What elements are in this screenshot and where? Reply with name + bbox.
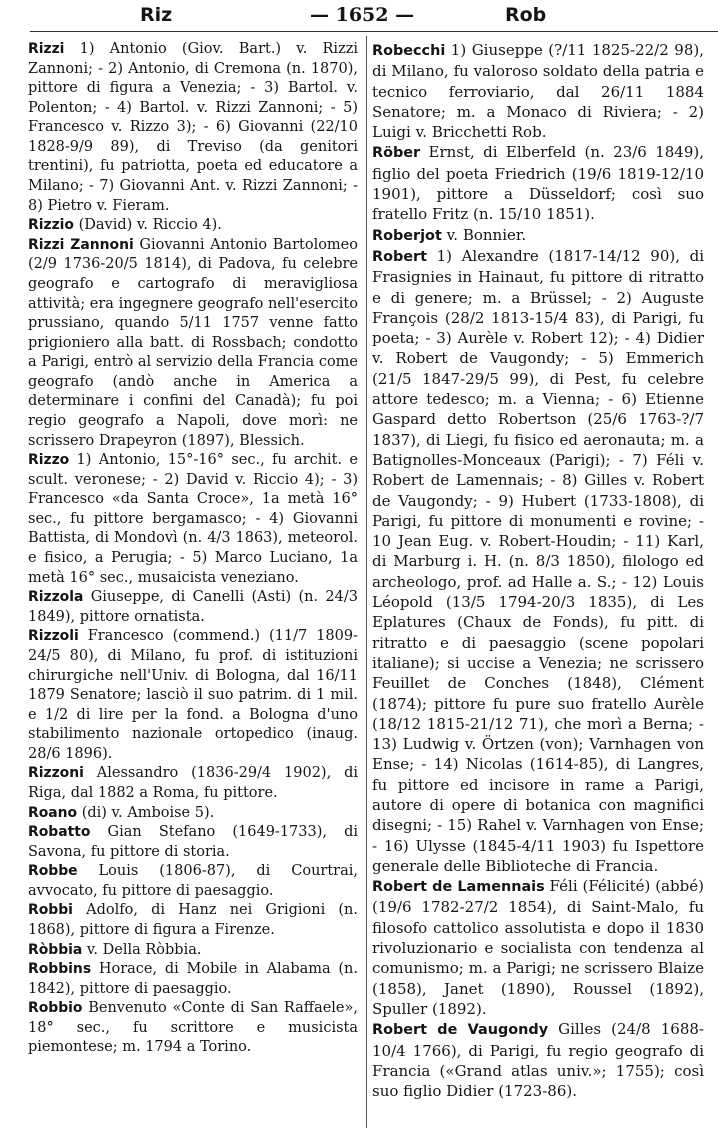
- entry-headword: Robert de Vaugondy: [372, 1022, 549, 1039]
- dictionary-entry: [372, 225, 704, 246]
- entry-headword: Rizzi: [28, 41, 65, 57]
- entry-text: Alessandro (1836-29/4 1902), di Riga, dal 1882 a Roma, fu pittore.: [28, 765, 358, 801]
- entry-text: Adolfo, di Hanz nei Grigioni (n. 1868), pittore di figura a Firenze.: [28, 902, 358, 939]
- entry-headword: Roano: [28, 804, 78, 821]
- entry-headword: Rizzoli: [28, 628, 79, 645]
- dictionary-entry: [28, 804, 358, 824]
- dictionary-entry: [28, 236, 358, 451]
- entry-text: Louis (1806-87), di Courtrai, avvocato, fu pittore di paesaggio.: [28, 863, 358, 899]
- dictionary-entry: [28, 862, 358, 901]
- dictionary-entry: [28, 588, 358, 627]
- dictionary-entry: [28, 764, 358, 803]
- entry-text: 1) Giuseppe (?/11 1825-22/2 98), di Milano, fu valoroso soldato della patria e tecnico ferroviario, dal 26/11 1884 Senatore; m. a Monaco di Riviera; - 2) Luigi v. Bricchetti Rob.: [372, 41, 704, 142]
- dictionary-entry: [28, 40, 358, 216]
- entry-text: Horace, di Mobile in Alabama (n. 1842), pittore di paesaggio.: [28, 961, 358, 997]
- entry-text: Féli (Félicité) (abbé) (19/6 1782-27/2 1854), di Saint-Malo, fu filosofo cattolico assolutista e dopo il 1830 rivoluzionario e socialista con tendenza al comunismo; m. a Parigi; ne scrissero Blaize (1858), Janet (1890), Roussel (1892), Spuller (1892).: [372, 877, 704, 1018]
- entry-text: 1) Antonio (Giov. Bart.) v. Rizzi Zannoni; - 2) Antonio, di Cremona (n. 1870), pittore di figura a Venezia; - 3) Bartol. v. Polenton; - 4) Bartol. v. Rizzi Zannoni; - 5) Francesco v. Rizzo 3); - 6) Giovanni (22/10 1828-9/9 89), di Treviso (da genitori trentini), fu patriotta, poeta ed educatore a Milano; - 7) Giovanni Ant. v. Rizzi Zannoni; - 8) Pietro v. Fieram.: [28, 41, 358, 214]
- entry-text: Giovanni Antonio Bartolomeo (2/9 1736-20/5 1814), di Padova, fu celebre geografo e cartografo di meravigliosa attività; era ingegnere geografo nell'esercito prussiano, quando 5/11 1757 venne fatto prigioniero alla batt. di Rossbach; condotto a Parigi, entrò al servizio della Francia come geografo (andò anche in America a determinare i confini del Canadà); fu poi regio geografo a Napoli, dove morì: ne scrissero Drapeyron (1897), Blessich.: [28, 236, 358, 449]
- dictionary-entry: [28, 960, 358, 999]
- dictionary-entry: [28, 451, 358, 588]
- entry-headword: Robbe: [28, 863, 78, 880]
- column-divider: [366, 36, 367, 1128]
- entry-text: (David) v. Riccio 4).: [73, 217, 222, 234]
- dictionary-entry: [372, 142, 704, 224]
- entry-text: 1) Antonio, 15°-16° sec., fu archit. e scult. veronese; - 2) David v. Riccio 4); - 3) Francesco «da Santa Croce», 1a metà 16° sec., fu pittore bergamasco; - 4) Giovanni Battista, di Mondovì (n. 4/3 1863), meteorol. e fisico, a Perugia; - 5) Marco Luciano, 1a metà 16° sec., musaicista veneziano.: [28, 452, 358, 586]
- entry-headword: Rizzola: [28, 589, 84, 606]
- entry-headword: Robatto: [28, 824, 91, 841]
- entry-headword: Rizzio: [28, 217, 74, 234]
- entry-text: v. Della Ròbbia.: [82, 941, 202, 958]
- dictionary-entry: [372, 876, 704, 1019]
- dictionary-entry: [28, 941, 358, 961]
- entry-headword: Robecchi: [372, 43, 446, 59]
- entry-text: (di) v. Amboise 5).: [77, 804, 215, 821]
- dictionary-entry: [28, 999, 358, 1058]
- entry-text: Ernst, di Elberfeld (n. 23/6 1849), figlio del poeta Friedrich (19/6 1819-12/10 1901), pittore a Düsseldorf; così suo fratello Fritz (n. 15/10 1851).: [372, 143, 704, 224]
- entry-headword: Robbins: [28, 961, 92, 978]
- dictionary-entry: [372, 40, 704, 142]
- dictionary-entry: [28, 823, 358, 862]
- entry-headword: Robbio: [28, 1000, 83, 1017]
- entry-headword: Robert de Lamennais: [372, 879, 545, 896]
- entry-headword: Rizzo: [28, 452, 70, 469]
- entry-text: Francesco (commend.) (11/7 1809-24/5 80), di Milano, fu prof. di istituzioni chirurgiche nell'Univ. di Bologna, dal 16/11 1879 Senatore; lasciò il suo patrim. di 1 mil. e 1/2 di lire per la fond. a Bologna d'uno stabilimento nazionale ortopedico (inaug. 28/6 1896).: [28, 628, 358, 762]
- header-rule: [30, 31, 718, 32]
- entry-text: Benvenuto «Conte di San Raffaele», 18° sec., fu scrittore e musicista piemontese; m. 1794 a Torino.: [28, 1000, 358, 1056]
- dictionary-entry: [28, 901, 358, 940]
- dictionary-entry: [28, 216, 358, 236]
- entry-text: v. Bonnier.: [441, 225, 527, 244]
- dictionary-entry: [372, 246, 704, 876]
- entry-headword: Ròbbia: [28, 941, 83, 958]
- header-left-guideword: Riz: [140, 4, 173, 26]
- right-column: [372, 40, 704, 1101]
- entry-headword: Rizzoni: [28, 765, 84, 782]
- header-right-guideword: Rob: [505, 4, 547, 26]
- entry-text: Gilles (24/8 1688-10/4 1766), di Parigi, fu regio geografo di Francia («Grand atlas univ.»; 1755); così suo figlio Didier (1723-86).: [372, 1020, 704, 1101]
- entry-headword: Robbi: [28, 902, 73, 919]
- entry-headword: Rizzi Zannoni: [28, 236, 134, 253]
- entry-headword: Robert: [372, 248, 428, 265]
- dictionary-entry: [372, 1019, 704, 1101]
- dictionary-entry: [28, 627, 358, 764]
- page-number: — 1652 —: [310, 4, 415, 26]
- entry-text: Gian Stefano (1649-1733), di Savona, fu pittore di storia.: [28, 824, 358, 860]
- entry-text: 1) Alexandre (1817-14/12 90), di Frasignies in Hainaut, fu pittore di ritratto e di genere; m. a Brüssel; - 2) Auguste François (28/2 1813-15/4 83), di Parigi, fu poeta; - 3) Aurèle v. Robert 12); - 4) Didier v. Robert de Vaugondy; - 5) Emmerich (21/5 1847-29/5 99), di Pest, fu celebre attore tedesco; m. a Vienna; - 6) Etienne Gaspard detto Robertson (25/6 1763-?/7 1837), di Liegi, fu fisico ed aeronauta; m. a Batignolles-Monceaux (Parigi); - 7) Féli v. Robert de Lamennais; - 8) Gilles v. Robert de Vaugondy; - 9) Hubert (1733-1808), di Parigi, fu pittore di monumenti e rovine; - 10 Jean Eug. v. Robert-Houdin; - 11) Karl, di Marburg i. H. (n. 8/3 1850), filologo ed archeologo, prof. ad Halle a. S.; - 12) Louis Léopold (13/5 1794-20/3 1835), di Les Eplatures (Chaux de Fonds), fu pitt. di ritratto e di paesaggio (scene popolari italiane); si uccise a Venezia; ne scrissero Feuillet de Conches (1848), Clément (1874); pittore fu pure suo fratello Aurèle (18/12 1815-21/12 71), che morì a Berna; - 13) Ludwig v. Örtzen (von); Varnhagen von Ense; - 14) Nicolas (1614-85), di Langres, fu pittore ed incisore in rame a Parigi, autore di opere di botanica con magnifici disegni; - 15) Rahel v. Varnhagen von Ense; - 16) Ulysse (1845-4/11 1903) fu Ispettore generale delle Biblioteche di Francia.: [372, 246, 704, 875]
- entry-headword: Röber: [372, 145, 421, 162]
- left-column: [28, 40, 358, 1058]
- entry-headword: Roberjot: [372, 227, 442, 244]
- entry-text: Giuseppe, di Canelli (Asti) (n. 24/3 1849), pittore ornatista.: [28, 589, 358, 625]
